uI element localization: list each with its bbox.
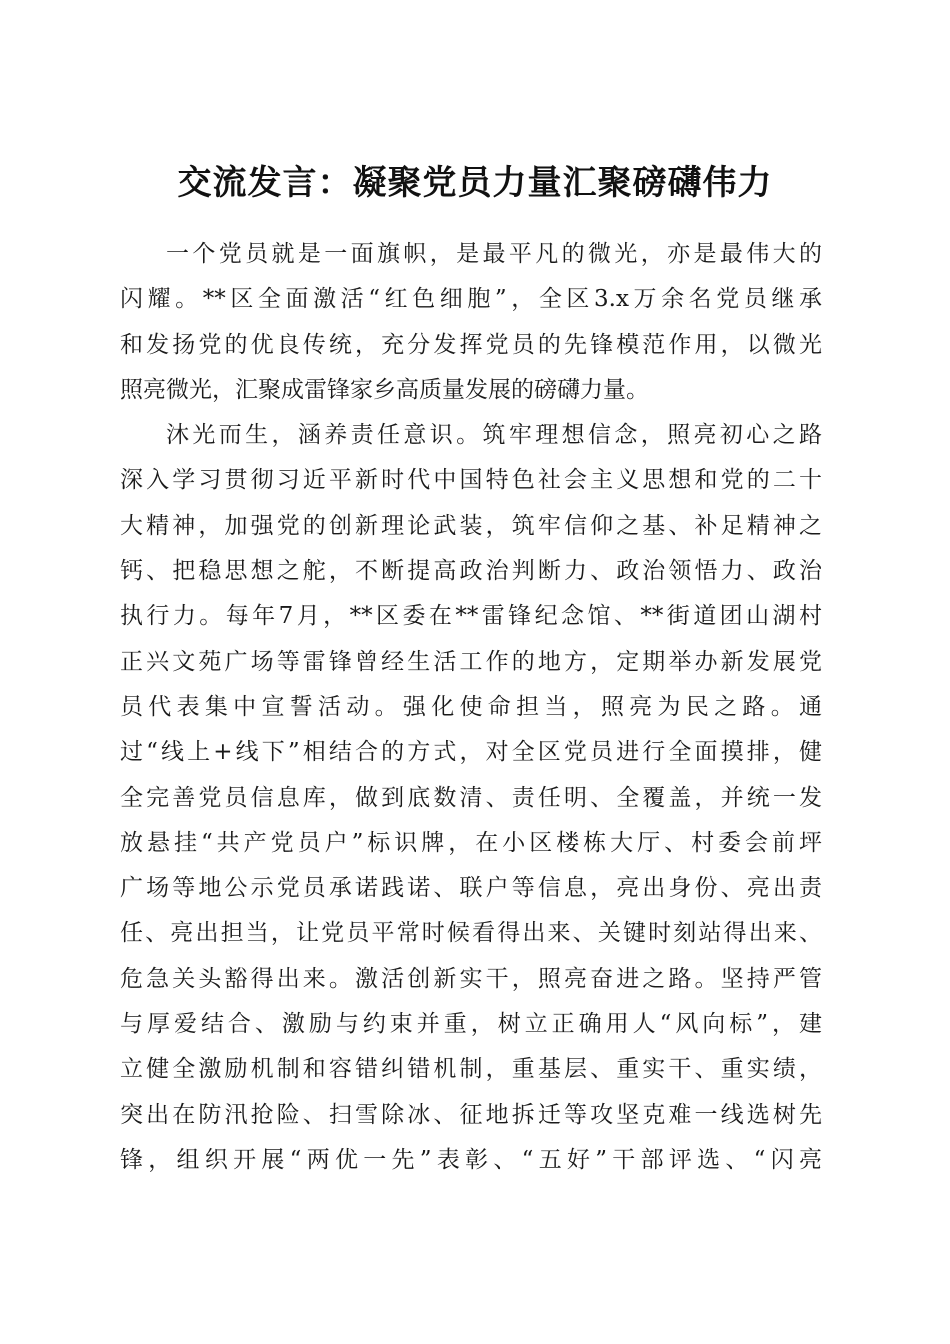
body-line: 员代表集中宣誓活动。强化使命担当，照亮为民之路。通: [120, 693, 822, 720]
body-line: 锋，组织开展“两优一先”表彰、“五好”干部评选、“闪亮: [120, 1146, 822, 1173]
body-line: 立健全激励机制和容错纠错机制，重基层、重实干、重实绩，: [120, 1056, 822, 1083]
body-line: 钙、把稳思想之舵，不断提高政治判断力、政治领悟力、政治: [120, 558, 822, 585]
body-line: 放悬挂“共产党员户”标识牌，在小区楼栋大厅、村委会前坪: [120, 829, 822, 856]
body-line: 过“线上+线下”相结合的方式，对全区党员进行全面摸排，健: [120, 739, 822, 766]
document-title: 交流发言：凝聚党员力量汇聚磅礴伟力: [177, 162, 773, 203]
body-line: 执行力。每年7月，**区委在**雷锋纪念馆、**街道团山湖村: [120, 603, 822, 630]
body-line: 正兴文苑广场等雷锋曾经生活工作的地方，定期举办新发展党: [120, 648, 822, 675]
document-body: [120, 232, 822, 1183]
body-line: 和发扬党的优良传统，充分发挥党员的先锋模范作用，以微光: [120, 331, 822, 358]
body-line: 深入学习贯彻习近平新时代中国特色社会主义思想和党的二十: [120, 467, 822, 494]
body-line: 全完善党员信息库，做到底数清、责任明、全覆盖，并统一发: [120, 784, 822, 811]
body-line: 与厚爱结合、激励与约束并重，树立正确用人“风向标”，建: [120, 1011, 822, 1038]
body-line: 突出在防汛抢险、扫雪除冰、征地拆迁等攻坚克难一线选树先: [120, 1101, 822, 1128]
body-line: 一个党员就是一面旗帜，是最平凡的微光，亦是最伟大的: [166, 241, 822, 267]
body-line: 广场等地公示党员承诺践诺、联户等信息，亮出身份、亮出责: [120, 875, 822, 902]
body-line: 沐光而生，涵养责任意识。筑牢理想信念，照亮初心之路: [166, 422, 822, 449]
body-line: 危急关头豁得出来。激活创新实干，照亮奋进之路。坚持严管: [120, 965, 822, 992]
body-line: 照亮微光，汇聚成雷锋家乡高质量发展的磅礴力量。: [120, 376, 649, 403]
body-line: 大精神，加强党的创新理论武装，筑牢信仰之基、补足精神之: [120, 512, 822, 539]
body-line: 任、亮出担当，让党员平常时候看得出来、关键时刻站得出来、: [120, 920, 822, 947]
body-line: 闪耀。**区全面激活“红色细胞”，全区3.x万余名党员继承: [120, 286, 822, 313]
